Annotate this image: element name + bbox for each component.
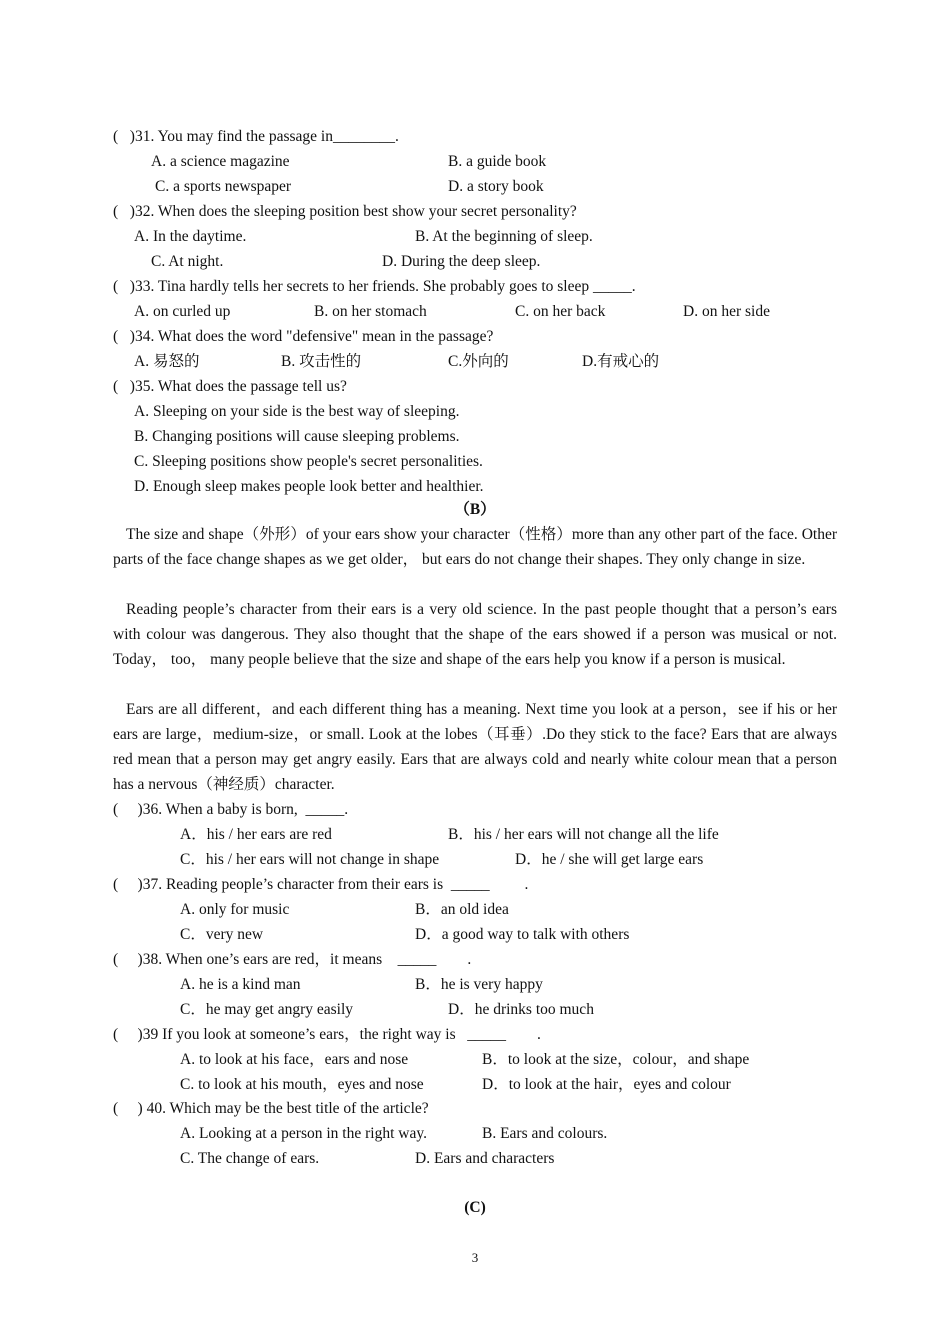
paragraph-text: The size and shape（外形）of your ears show your character（性格）more than any other part of the face. Other parts of the face change shapes as we get older， but ears do not change their shapes. They only change in size. [113,526,837,568]
question-37-option-d: D．a good way to talk with others [415,926,630,943]
question-34-option-c: C.外向的 [448,353,509,370]
question-35-stem: ( )35. What does the passage tell us? [113,378,347,395]
question-38-option-c: C．he may get angry easily [180,1001,354,1018]
question-40-option-c: C. The change of ears. [180,1150,320,1167]
paragraph-text: Ears are all different，and each different thing has a meaning. Next time you look at a person，see if his or her ears are large，medium-size，or small. Look at the lobes（耳垂）.Do they stick to the face? Ears that are always red mean that a person may get angry easily. Ears that are always cold and nearly white colour mean that a person has a nervous（神经质）character. [113,701,837,793]
question-36-option-d: D．he / she will get large ears [515,851,704,868]
question-38-option-d: D．he drinks too much [448,1001,594,1018]
question-37-option-c: C．very new [180,926,264,943]
question-36-stem: ( )36. When a baby is born, _____. [113,801,349,818]
question-33-option-d: D. on her side [683,303,770,320]
question-40-option-b: B. Ears and colours. [482,1125,608,1142]
question-39-option-b: B．to look at the size，colour，and shape [482,1051,750,1068]
question-34-option-a: A. 易怒的 [134,353,200,370]
question-36-option-a: A．his / her ears are red [180,826,332,843]
question-34-option-d: D.有戒心的 [582,353,660,370]
question-32-option-a: A. In the daytime. [134,228,247,245]
question-39-stem: ( )39 If you look at someone’s ears，the right way is _____ . [113,1026,541,1043]
question-33-option-b: B. on her stomach [314,303,427,320]
question-35-option-c: C. Sleeping positions show people's secret personalities. [134,453,483,470]
question-37-stem: ( )37. Reading people’s character from their ears is _____ . [113,876,529,893]
question-31-option-c: C. a sports newspaper [155,178,292,195]
question-33-option-a: A. on curled up [134,303,231,320]
section-c-heading: (C) [464,1199,486,1216]
question-39-option-c: C. to look at his mouth，eyes and nose [180,1076,424,1093]
question-36-option-b: B．his / her ears will not change all the life [448,826,719,843]
question-32-option-b: B. At the beginning of sleep. [415,228,593,245]
question-34-stem: ( )34. What does the word "defensive" mean in the passage? [113,328,494,345]
passage-b-paragraph-1 [113,522,837,597]
question-33-option-c: C. on her back [515,303,606,320]
question-38-option-b: B．he is very happy [415,976,543,993]
paragraph-text: Reading people’s character from their ears is a very old science. In the past people thought that a person’s ears with colour was dangerous. They also thought that the shape of the ears showed if a person was musical or not. Today， too， many people believe that the size and shape of the ears help you know if a person is musical. [113,601,837,668]
question-35-option-d: D. Enough sleep makes people look better and healthier. [134,478,484,495]
question-39-option-a: A. to look at his face，ears and nose [180,1051,409,1068]
question-32-option-d: D. During the deep sleep. [382,253,541,270]
question-38-option-a: A. he is a kind man [180,976,301,993]
passage-b-paragraph-2 [113,597,837,697]
question-31-stem: ( )31. You may find the passage in________. [113,128,399,145]
question-40-stem: ( ) 40. Which may be the best title of the article? [113,1100,429,1117]
question-40-option-d: D. Ears and characters [415,1150,555,1167]
question-39-option-d: D．to look at the hair，eyes and colour [482,1076,731,1093]
question-32-stem: ( )32. When does the sleeping position best show your secret personality? [113,203,577,220]
question-36-option-c: C．his / her ears will not change in shape [180,851,440,868]
question-35-option-a: A. Sleeping on your side is the best way of sleeping. [134,403,460,420]
page-number: 3 [471,1250,479,1265]
question-31-option-d: D. a story book [448,178,544,195]
question-33-stem: ( )33. Tina hardly tells her secrets to her friends. She probably goes to sleep _____. [113,278,636,295]
question-32-option-c: C. At night. [151,253,224,270]
question-37-option-a: A. only for music [180,901,290,918]
question-31-option-b: B. a guide book [448,153,547,170]
section-b-heading: （B） [454,501,496,518]
question-31-option-a: A. a science magazine [151,153,290,170]
question-38-stem: ( )38. When one’s ears are red，it means _____ . [113,951,472,968]
question-40-option-a: A. Looking at a person in the right way. [180,1125,427,1142]
question-34-option-b: B. 攻击性的 [281,353,362,370]
passage-b-paragraph-3 [113,697,837,797]
question-37-option-b: B．an old idea [415,901,509,918]
question-35-option-b: B. Changing positions will cause sleeping problems. [134,428,460,445]
